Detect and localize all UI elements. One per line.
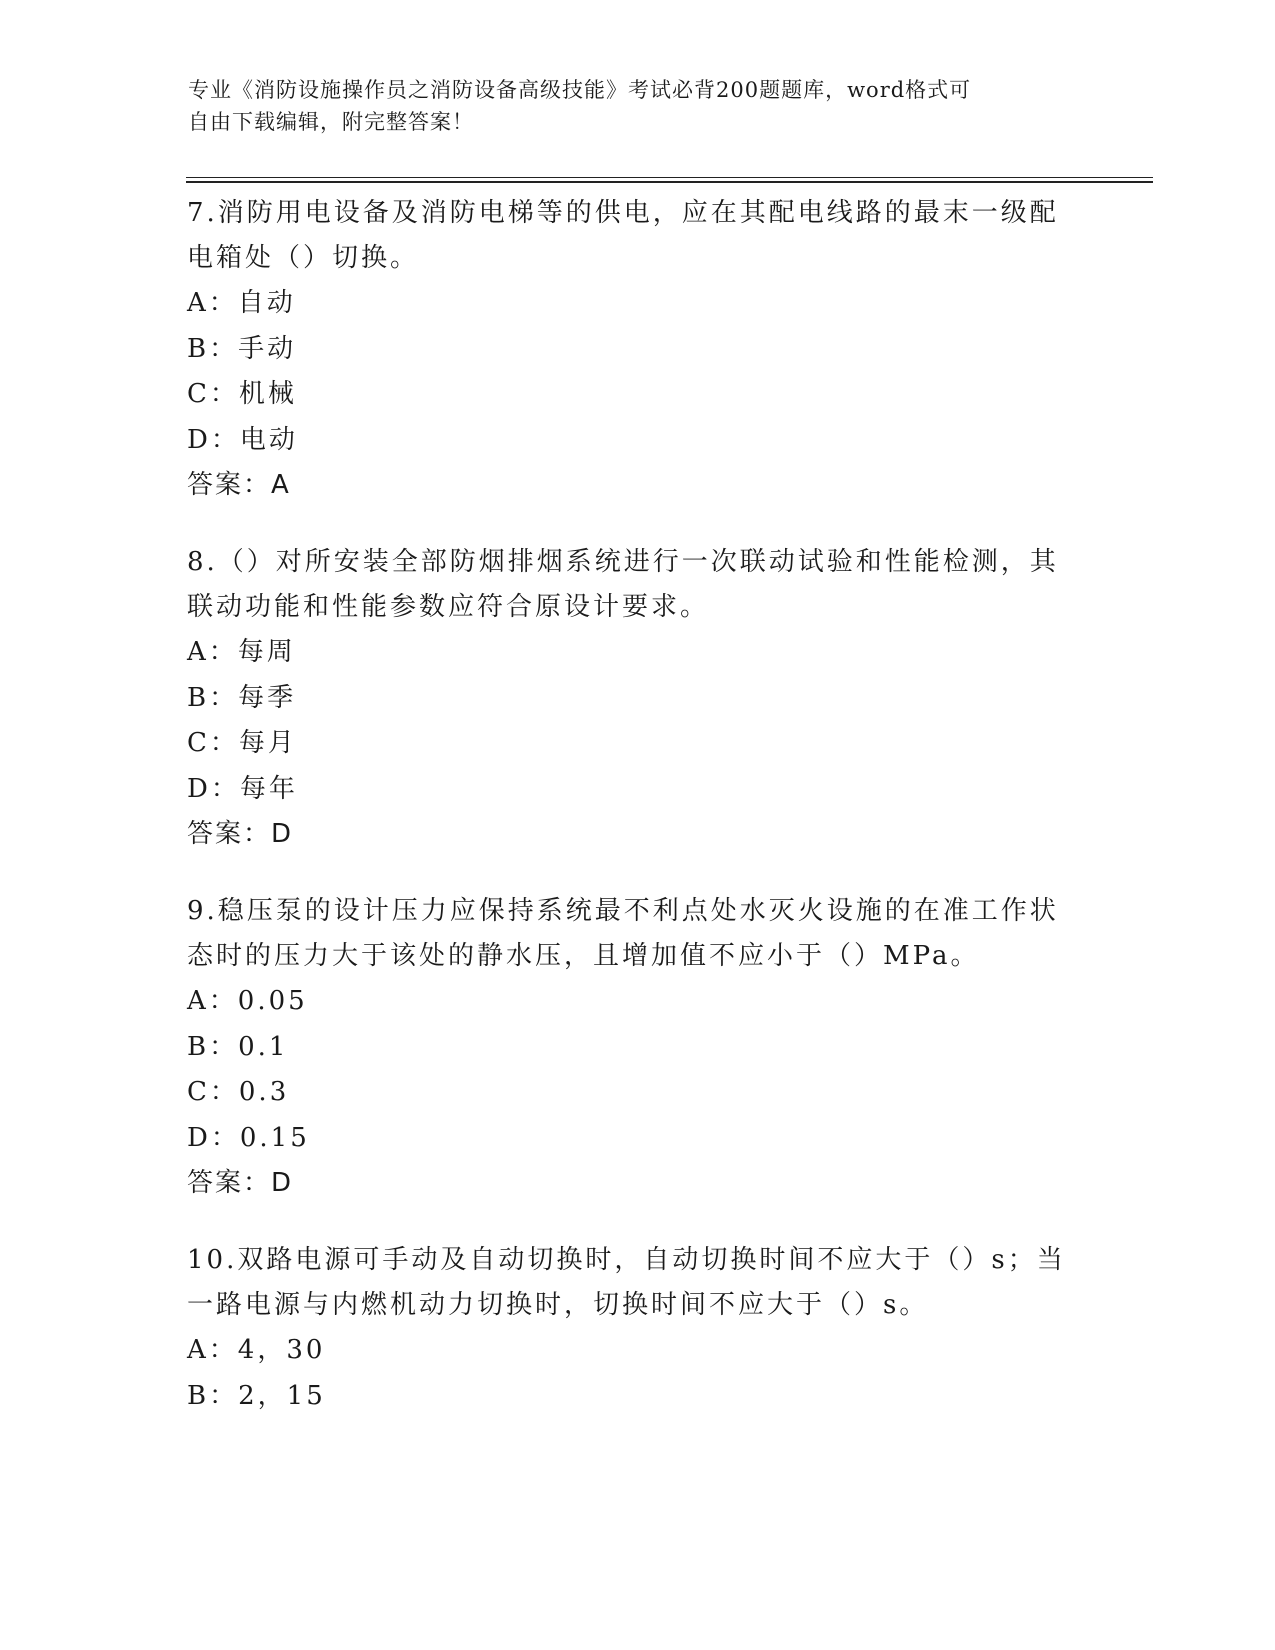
option-b: B：手动 [187,333,297,364]
option-c: C：每月 [187,728,297,758]
header-line-1: 专业《消防设施操作员之消防设备高级技能》考试必背200题题库，word格式可 [188,78,972,102]
question-stem: 10.双路电源可手动及自动切换时，自动切换时间不应大于（）s；当一路电源与内燃机动力切换时，切换时间不应大于（）s。 [187,1245,1066,1320]
option-b: B：2，15 [187,1380,326,1411]
answer: 答案：D [187,819,294,849]
question-10 [187,1238,1067,1419]
header-line-2: 自由下载编辑，附完整答案！ [188,110,474,134]
answer: 答案：A [187,470,291,500]
option-d: D：0.15 [187,1122,310,1153]
question-list [187,191,1067,1451]
question-stem: 8.（）对所安装全部防烟排烟系统进行一次联动试验和性能检测，其联动功能和性能参数应符合原设计要求。 [187,547,1059,622]
option-a: A：4，30 [187,1335,326,1365]
question-8 [187,540,1067,857]
document-header [188,74,1068,138]
answer: 答案：D [187,1168,294,1198]
question-7 [187,191,1067,508]
question-9 [187,889,1067,1206]
option-c: C：机械 [187,379,297,409]
option-b: B：每季 [187,682,297,713]
option-b: B：0.1 [187,1031,289,1062]
header-divider-thin [186,177,1153,178]
option-d: D：电动 [187,424,298,455]
option-d: D：每年 [187,773,298,804]
question-stem: 7.消防用电设备及消防电梯等的供电，应在其配电线路的最末一级配电箱处（）切换。 [187,198,1059,273]
option-a: A：每周 [187,637,296,667]
option-a: A：0.05 [187,986,308,1016]
option-c: C：0.3 [187,1077,290,1107]
option-a: A：自动 [187,288,296,318]
header-divider-thick [186,181,1153,183]
question-stem: 9.稳压泵的设计压力应保持系统最不利点处水灭火设施的在准工作状态时的压力大于该处的静水压，且增加值不应小于（）MPa。 [187,896,1059,971]
